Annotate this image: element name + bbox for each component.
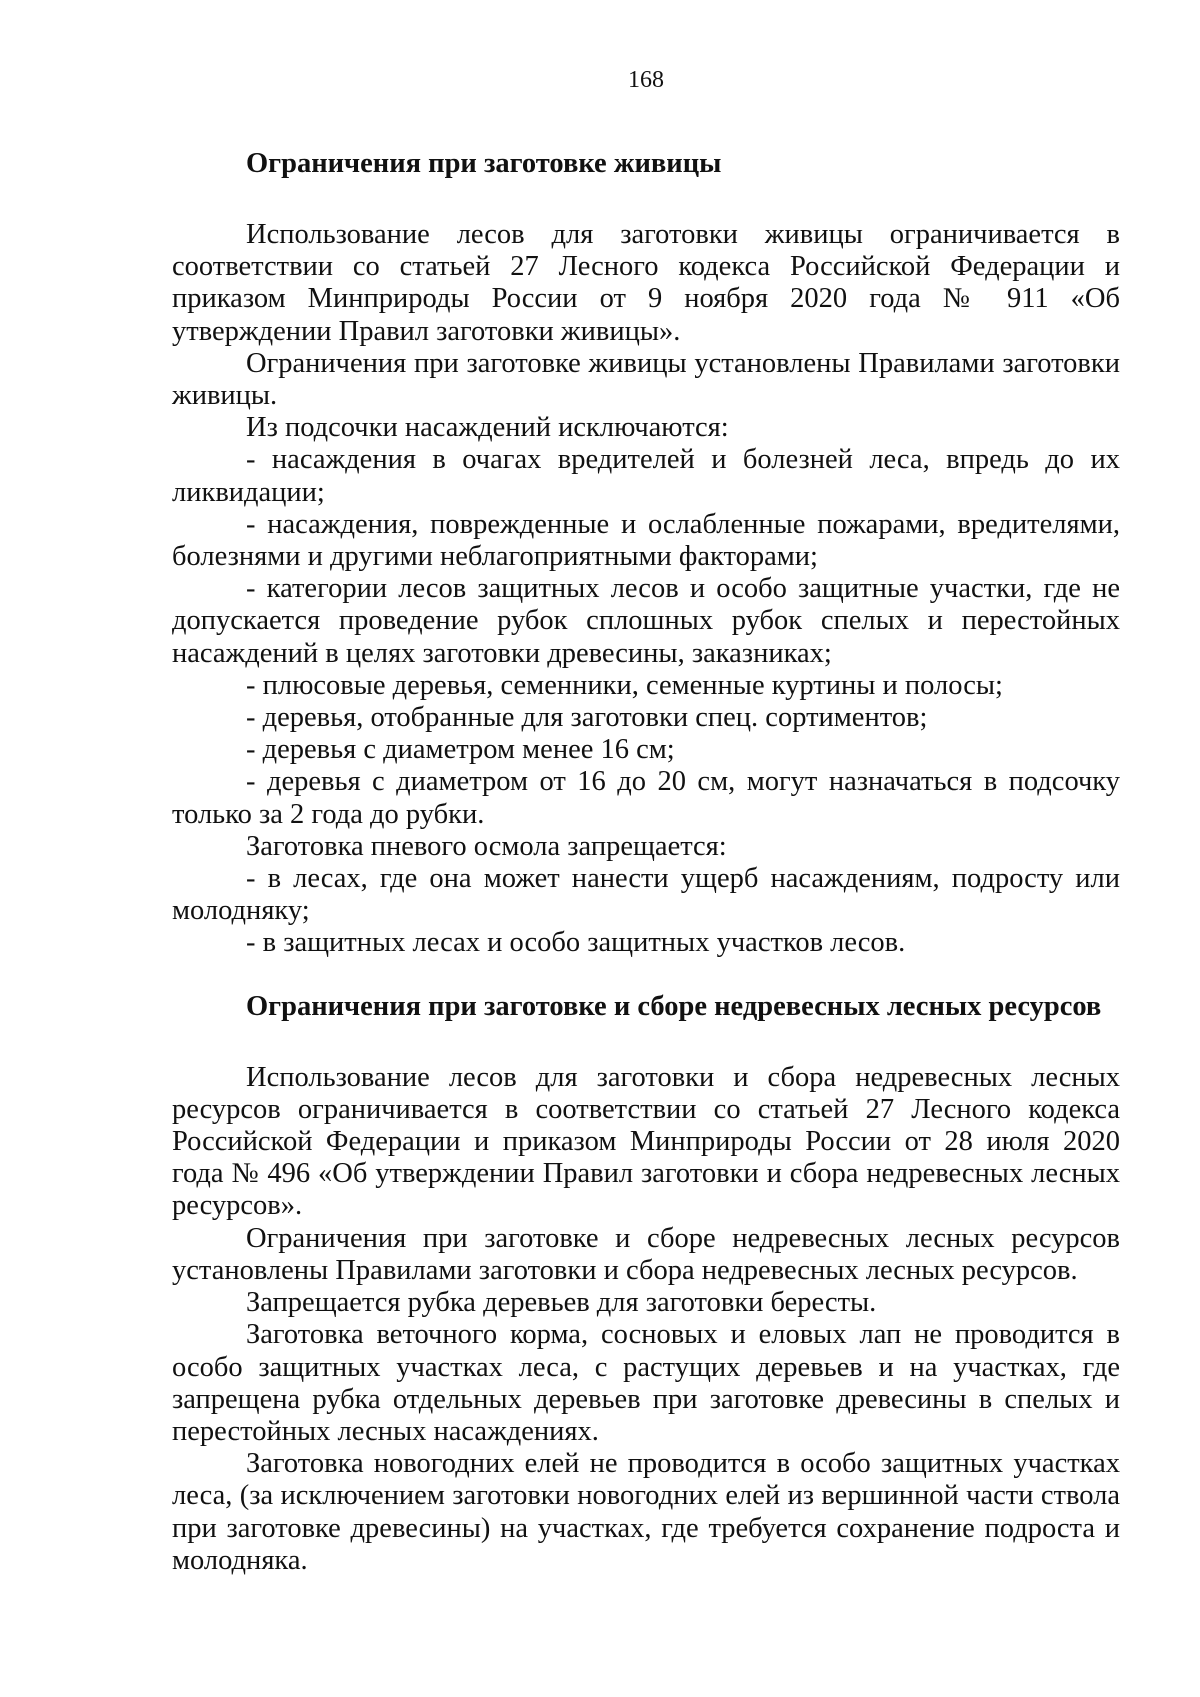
paragraph: Заготовка новогодних елей не проводится в особо защитных участках леса, (за исключением заготовки новогодних елей из вершинной части ствола при заготовке древесины) на участках, где требуется сохранение подроста и молодняка. — [172, 1448, 1120, 1576]
list-item: - категории лесов защитных лесов и особо защитные участки, где не допускается проведение рубок сплошных рубок спелых и перестойных насаждений в целях заготовки древесины, заказниках; — [172, 573, 1120, 669]
paragraph: Заготовка пневого осмола запрещается: — [246, 830, 727, 862]
page-number: 168 — [628, 67, 664, 93]
paragraph: Ограничения при заготовке и сборе недревесных лесных ресурсов установлены Правилами заготовки и сбора недревесных лесных ресурсов. — [172, 1222, 1120, 1286]
section-heading-resin: Ограничения при заготовке живицы — [246, 148, 722, 179]
paragraph: Из подсочки насаждений исключаются: — [246, 412, 729, 444]
list-item: - в защитных лесах и особо защитных участков лесов. — [246, 927, 906, 959]
list-item: - деревья, отобранные для заготовки спец. сортиментов; — [246, 702, 928, 734]
paragraph: Использование лесов для заготовки живицы ограничивается в соответствии со статьей 27 Лесного кодекса Российской Федерации и приказом Минприроды России от 9 ноября 2020 года № 911 «Об утверждении Правил заготовки живицы». — [172, 219, 1120, 347]
paragraph: Использование лесов для заготовки и сбора недревесных лесных ресурсов ограничивается в соответствии со статьей 27 Лесного кодекса Российской Федерации и приказом Минприроды России от 28 июля 2020 года № 496 «Об утверждении Правил заготовки и сбора недревесных лесных ресурсов». — [172, 1061, 1120, 1222]
paragraph: Запрещается рубка деревьев для заготовки бересты. — [246, 1287, 877, 1319]
list-item: - деревья с диаметром от 16 до 20 см, могут назначаться в подсочку только за 2 года до рубки. — [172, 766, 1120, 830]
document-page — [172, 66, 1120, 1577]
list-item: - плюсовые деревья, семенники, семенные куртины и полосы; — [246, 669, 1003, 701]
list-item: - деревья с диаметром менее 16 см; — [246, 734, 675, 766]
paragraph: Заготовка веточного корма, сосновых и еловых лап не проводится в особо защитных участках леса, с растущих деревьев и на участках, где запрещена рубка отдельных деревьев при заготовке древесины в спелых и перестойных лесных насаждениях. — [172, 1319, 1120, 1447]
paragraph: Ограничения при заготовке живицы установлены Правилами заготовки живицы. — [172, 347, 1120, 412]
list-item: - насаждения в очагах вредителей и болезней леса, впредь до их ликвидации; — [172, 444, 1120, 508]
list-item: - в лесах, где она может нанести ущерб насаждениям, подросту или молодняку; — [172, 863, 1120, 927]
section-heading-non-timber: Ограничения при заготовке и сборе недревесных лесных ресурсов — [246, 990, 1102, 1022]
list-item: - насаждения, поврежденные и ослабленные пожарами, вредителями, болезнями и другими неблагоприятными факторами; — [172, 508, 1120, 573]
